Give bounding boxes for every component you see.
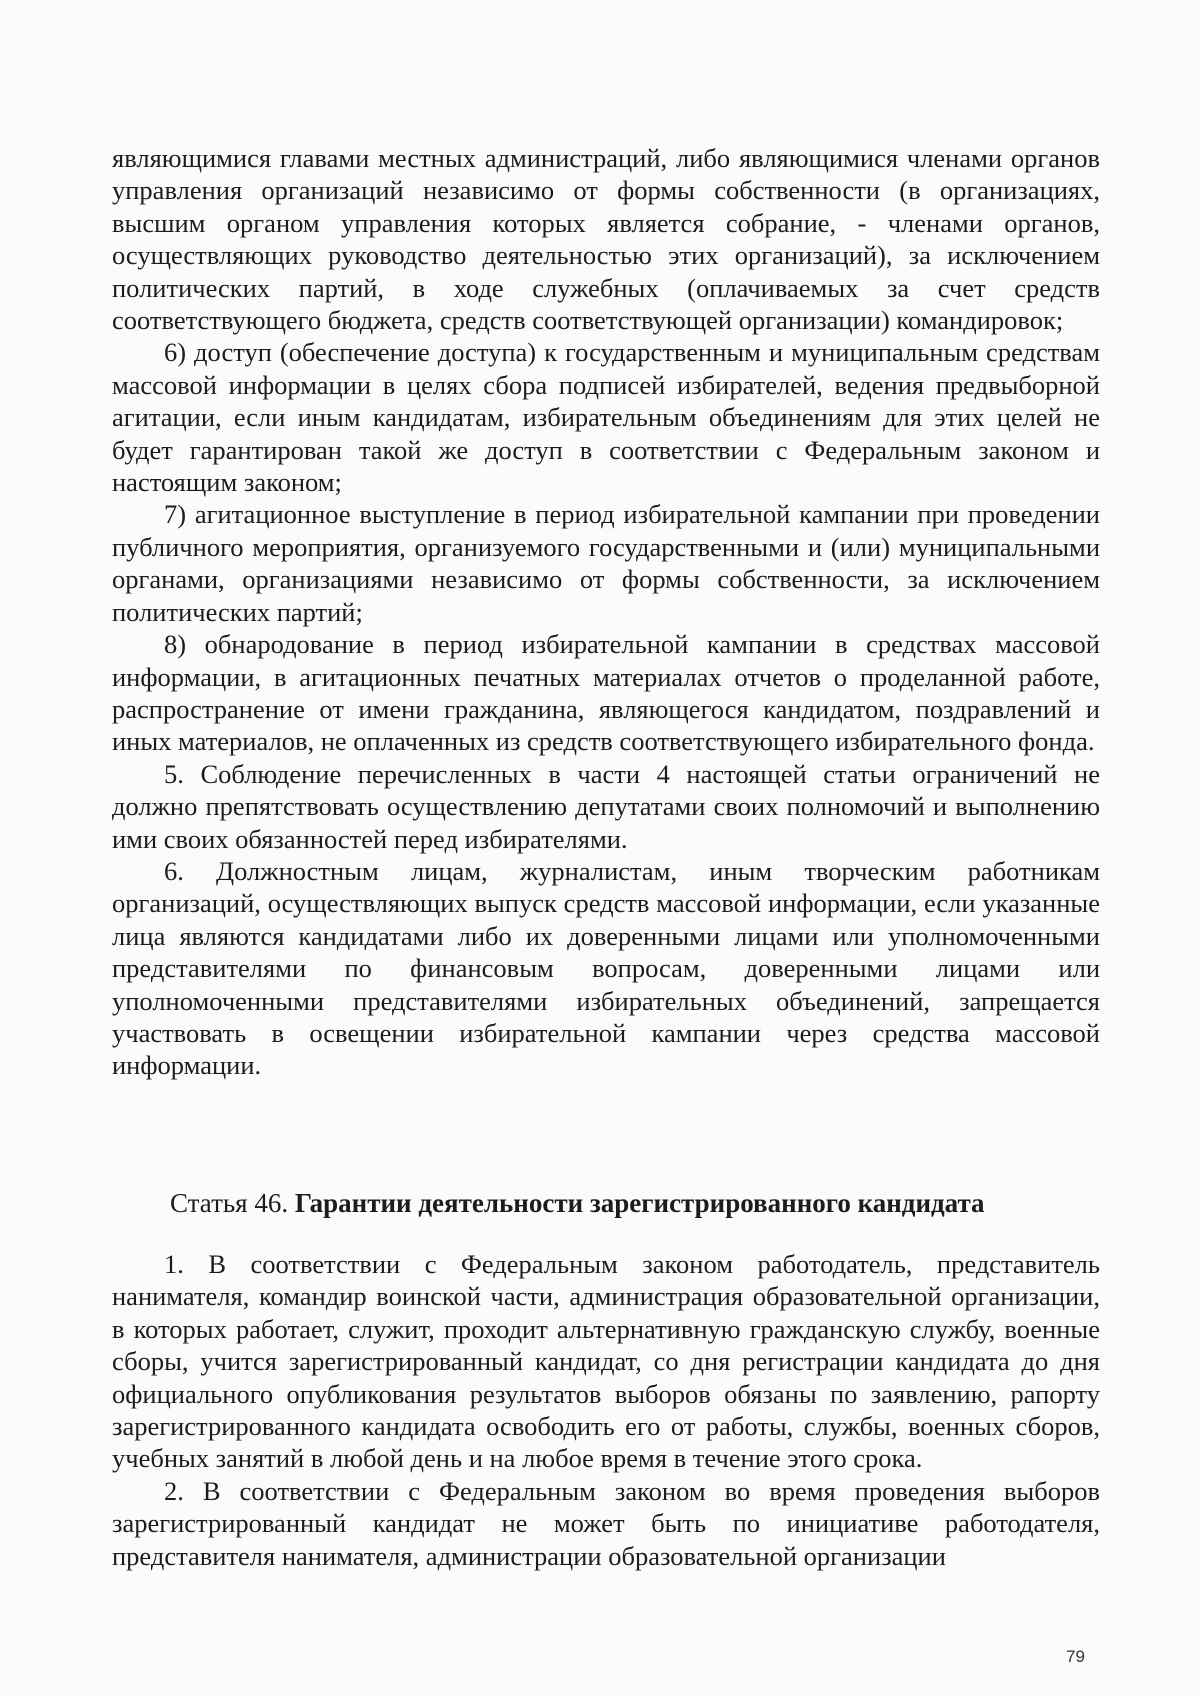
text-block-top: [112, 142, 1100, 1082]
article-heading: [170, 1186, 985, 1220]
part-paragraph: 6. Должностным лицам, журналистам, иным творческим работникам организаций, осуществляющих выпуск средств массовой информации, если указанные лица являются кандидатами либо их доверенными лицами или уполномоченными представителями по финансовым вопросам, доверенными лицами или уполномоченными представителями избирательных объединений, запрещается участвовать в освещении избирательной кампании через средства массовой информации.: [112, 855, 1100, 1081]
page-number: 79: [1066, 1647, 1085, 1666]
list-item: 6) доступ (обеспечение доступа) к государственным и муниципальным средствам массовой информации в целях сбора подписей избирателей, ведения предвыборной агитации, если иным кандидатам, избирательным объединениям для этих целей не будет гарантирован такой же доступ в соответствии с Федеральным законом и настоящим законом;: [112, 337, 1100, 498]
continuation-paragraph: являющимися главами местных администраций, либо являющимися членами органов управления организаций независимо от формы собственности (в организациях, высшим органом управления которых является собрание, - членами органов, осуществляющих руководство деятельностью этих организаций), за исключением политических партий, в ходе служебных (оплачиваемых за счет средств соответствующего бюджета, средств соответствующей организации) командировок;: [112, 143, 1100, 336]
article-label: Статья 46.: [170, 1188, 289, 1218]
article-paragraph: 1. В соответствии с Федеральным законом работодатель, представитель нанимателя, командир воинской части, администрация образовательной организации, в которых работает, служит, проходит альтернативную гражданскую службу, военные сборы, учится зарегистрированный кандидат, со дня регистрации кандидата до дня официального опубликования результатов выборов обязаны по заявлению, рапорту зарегистрированного кандидата освободить его от работы, службы, военных сборов, учебных занятий в любой день и на любое время в течение этого срока.: [112, 1249, 1100, 1474]
article-title: Гарантии деятельности зарегистрированного кандидата: [294, 1188, 985, 1218]
article-paragraph: 2. В соответствии с Федеральным законом во время проведения выборов зарегистрированный кандидат не может быть по инициативе работодателя, представителя нанимателя, администрации образовательной организации: [112, 1475, 1100, 1571]
text-block-bottom: [112, 1248, 1100, 1572]
part-paragraph: 5. Соблюдение перечисленных в части 4 настоящей статьи ограничений не должно препятствовать осуществлению депутатами своих полномочий и выполнению ими своих обязанностей перед избирателями.: [112, 758, 1100, 854]
list-item: 7) агитационное выступление в период избирательной кампании при проведении публичного мероприятия, организуемого государственными и (или) муниципальными органами, организациями независимо от формы собственности, за исключением политических партий;: [112, 499, 1100, 627]
list-item: 8) обнародование в период избирательной кампании в средствах массовой информации, в агитационных печатных материалах отчетов о проделанной работе, распространение от имени гражданина, являющегося кандидатом, поздравлений и иных материалов, не оплаченных из средств соответствующего избирательного фонда.: [112, 629, 1100, 757]
